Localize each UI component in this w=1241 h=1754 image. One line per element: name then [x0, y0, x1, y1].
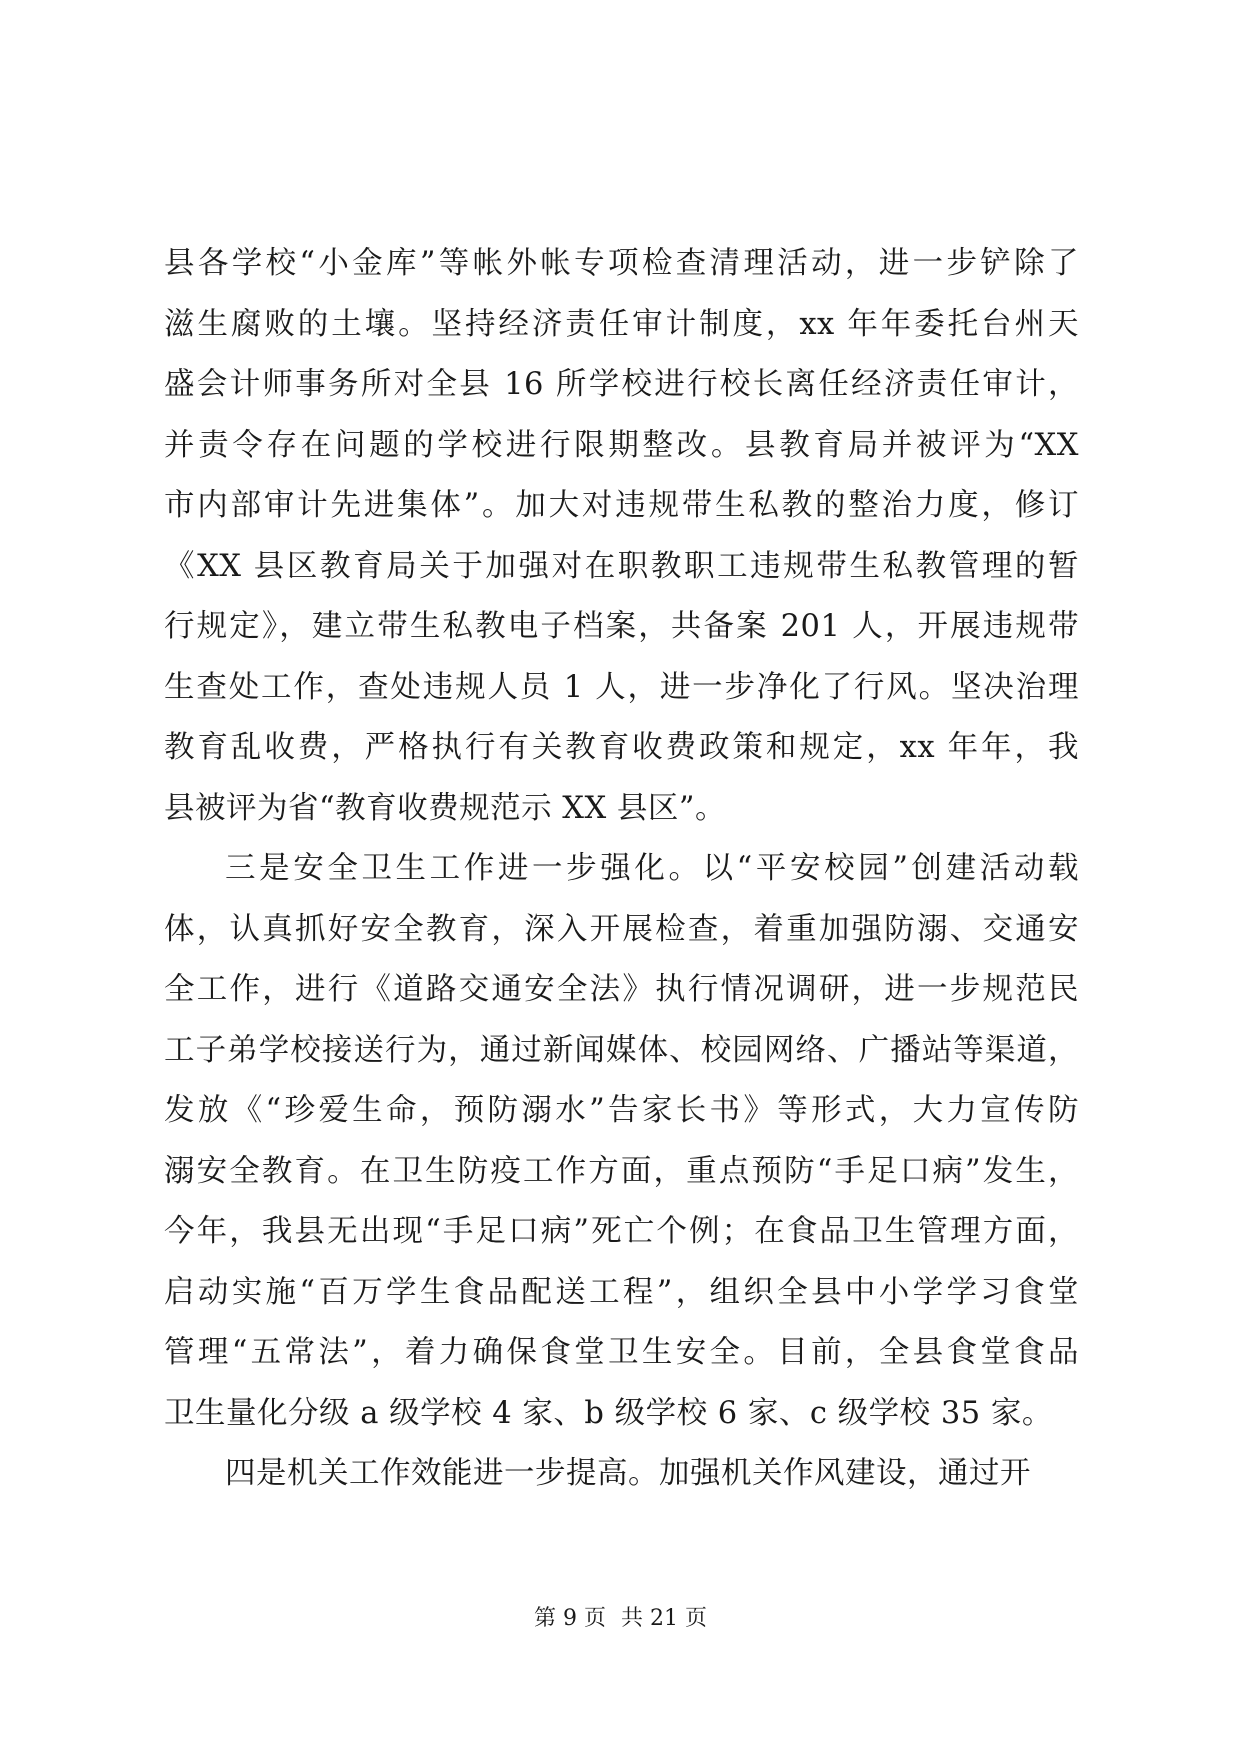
text-line: 体，认真抓好安全教育，深入开展检查，着重加强防溺、交通安 — [164, 911, 1079, 947]
text-line: 市内部审计先进集体”。加大对违规带生私教的整治力度，修订 — [164, 488, 1079, 523]
text-line: 县各学校“小金库”等帐外帐专项检查清理活动，进一步铲除了 — [164, 246, 1079, 281]
text-line: 工子弟学校接送行为，通过新闻媒体、校园网络、广播站等渠道， — [164, 1032, 1079, 1068]
text-line: 今年，我县无出现“手足口病”死亡个例；在食品卫生管理方面， — [164, 1214, 1079, 1249]
text-line: 全工作，进行《道路交通安全法》执行情况调研，进一步规范民 — [164, 972, 1079, 1007]
text-line: 发放《“珍爱生命，预防溺水”告家长书》等形式，大力宣传防 — [164, 1093, 1079, 1128]
page-number: 第 9 页 — [534, 1606, 606, 1631]
page-total: 共 21 页 — [621, 1606, 707, 1631]
page-footer — [0, 1604, 1241, 1634]
text-line: 并责令存在问题的学校进行限期整改。县教育局并被评为“XX — [164, 427, 1079, 463]
text-line: 《XX 县区教育局关于加强对在职教职工违规带生私教管理的暂 — [164, 548, 1079, 584]
text-line: 教育乱收费，严格执行有关教育收费政策和规定，xx 年年，我 — [164, 730, 1079, 765]
text-line: 管理“五常法”，着力确保食堂卫生安全。目前，全县食堂食品 — [164, 1335, 1079, 1370]
text-line: 行规定》，建立带生私教电子档案，共备案 201 人，开展违规带 — [164, 609, 1079, 644]
text-line: 卫生量化分级 a 级学校 4 家、b 级学校 6 家、c 级学校 35 家。 — [164, 1395, 1053, 1431]
text-line: 县被评为省“教育收费规范示 XX 县区”。 — [164, 790, 727, 826]
text-line: 四是机关工作效能进一步提高。加强机关作风建设，通过开 — [225, 1456, 1031, 1491]
text-line: 溺安全教育。在卫生防疫工作方面，重点预防“手足口病”发生， — [164, 1153, 1079, 1189]
text-line: 滋生腐败的土壤。坚持经济责任审计制度，xx 年年委托台州天 — [164, 306, 1079, 342]
text-line: 三是安全卫生工作进一步强化。以“平安校园”创建活动载 — [225, 851, 1079, 886]
text-line: 盛会计师事务所对全县 16 所学校进行校长离任经济责任审计， — [164, 367, 1079, 402]
document-body — [164, 234, 1079, 1505]
text-line: 启动实施“百万学生食品配送工程”，组织全县中小学学习食堂 — [164, 1274, 1079, 1310]
text-line: 生查处工作，查处违规人员 1 人，进一步净化了行风。坚决治理 — [164, 669, 1079, 705]
